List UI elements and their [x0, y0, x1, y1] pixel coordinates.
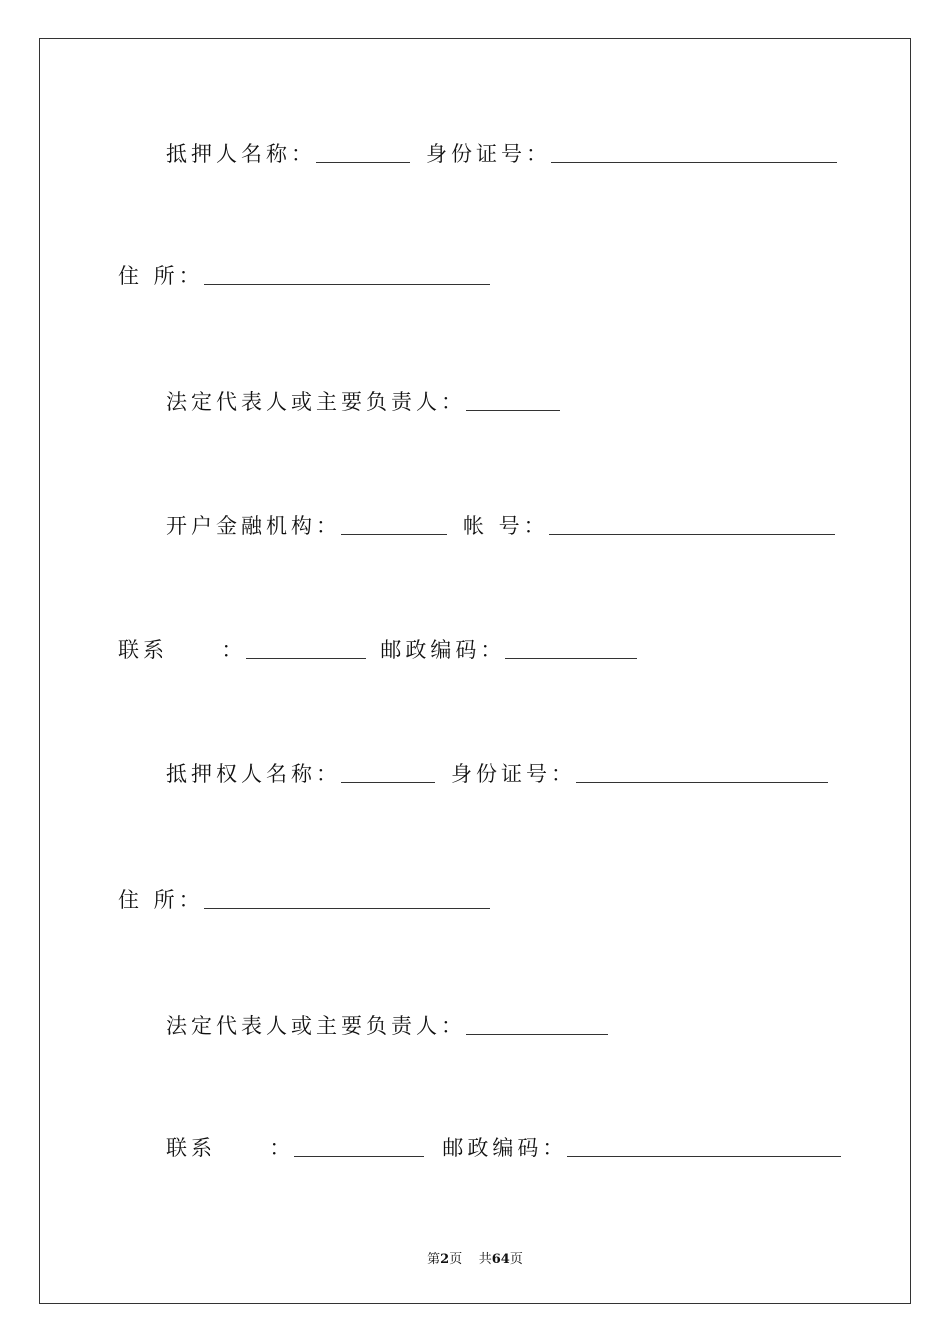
page-prefix: 第	[427, 1252, 441, 1267]
mortgagor-postcode-field[interactable]	[505, 638, 637, 659]
mortgagee-address-row	[118, 882, 490, 912]
mortgagee-address-field[interactable]	[204, 888, 490, 909]
mortgagor-contact-row	[118, 632, 637, 662]
mortgagee-legal-rep-row	[166, 1008, 608, 1038]
mortgagor-name-label: 抵押人名称：	[166, 142, 316, 166]
mortgagee-address-label: 住 所：	[118, 888, 204, 912]
mortgagee-name-row	[166, 756, 828, 786]
mortgagee-contact-field[interactable]	[294, 1136, 424, 1157]
mortgagee-contact-row	[166, 1130, 841, 1160]
mortgagor-address-label: 住 所：	[118, 264, 204, 288]
mortgagee-id-field[interactable]	[576, 762, 828, 783]
mortgagee-postcode-field[interactable]	[567, 1136, 841, 1157]
mortgagee-postcode-label: 邮政编码：	[442, 1136, 568, 1160]
mortgagor-bank-field[interactable]	[341, 514, 447, 535]
mortgagor-contact-field[interactable]	[246, 638, 366, 659]
page-footer	[0, 1248, 950, 1267]
mortgagor-id-field[interactable]	[551, 142, 837, 163]
page-total: 64	[491, 1252, 510, 1267]
page-border	[39, 38, 911, 1304]
mortgagor-name-row	[166, 136, 837, 166]
mortgagee-name-field[interactable]	[341, 762, 435, 783]
mortgagee-id-label: 身份证号：	[451, 762, 576, 786]
total-prefix: 共	[478, 1252, 492, 1267]
total-suffix: 页	[509, 1252, 523, 1267]
mortgagee-name-label: 抵押权人名称：	[166, 762, 341, 786]
page-current: 2	[440, 1252, 450, 1267]
mortgagor-bank-row	[166, 508, 835, 538]
mortgagor-legal-rep-row	[166, 384, 560, 414]
mortgagor-legal-rep-label: 法定代表人或主要负责人：	[166, 390, 466, 414]
mortgagor-legal-rep-field[interactable]	[466, 390, 560, 411]
mortgagor-name-field[interactable]	[316, 142, 410, 163]
mortgagor-bank-label: 开户金融机构：	[166, 514, 341, 538]
mortgagee-legal-rep-label: 法定代表人或主要负责人：	[166, 1014, 466, 1038]
page-suffix: 页	[449, 1252, 463, 1267]
mortgagor-address-field[interactable]	[204, 264, 490, 285]
mortgagee-contact-label: 联系 ：	[166, 1136, 295, 1160]
mortgagor-account-field[interactable]	[549, 514, 835, 535]
mortgagor-postcode-label: 邮政编码：	[380, 638, 506, 662]
mortgagor-address-row	[118, 258, 490, 288]
mortgagee-legal-rep-field[interactable]	[466, 1014, 608, 1035]
mortgagor-contact-label: 联系 ：	[118, 638, 247, 662]
mortgagor-account-label: 帐 号：	[463, 514, 549, 538]
mortgagor-id-label: 身份证号：	[426, 142, 551, 166]
